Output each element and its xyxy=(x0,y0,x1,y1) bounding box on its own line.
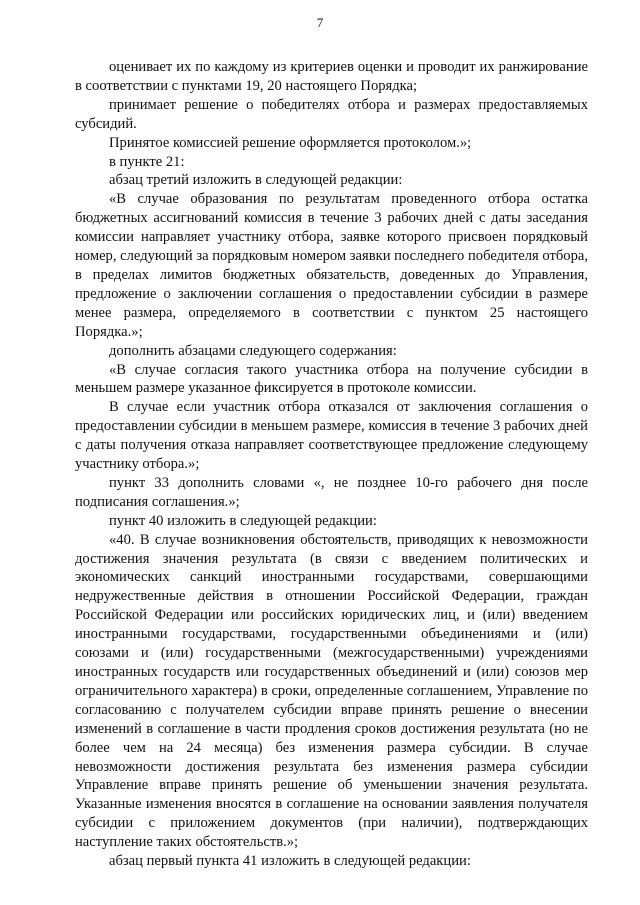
paragraph: абзац третий изложить в следующей редакции: xyxy=(109,172,403,189)
paragraph: в пункте 21: xyxy=(109,153,185,170)
page-number: 7 xyxy=(316,15,324,30)
document-body xyxy=(75,58,588,871)
paragraph: принимает решение о победителях отбора и размерах предоставляемых субсидий. xyxy=(75,96,588,132)
paragraph: «В случае образования по результатам проведенного отбора остатка бюджетных ассигнований комиссия в течение 3 рабочих дней с даты заседания комиссии направляет участнику отбора, заявке которого присвоен порядковый номер, следующий за порядковым номером заявки последнего победителя отбора, в пределах лимитов бюджетных обязательств, доведенных до Управления, предложение о заключении соглашения о предоставлении субсидии в размере менее размера, определяемого в соответствии с пунктом 25 настоящего Порядка.»; xyxy=(75,191,588,340)
paragraph: пункт 40 изложить в следующей редакции: xyxy=(109,512,377,529)
paragraph: «40. В случае возникновения обстоятельств, приводящих к невозможности достижения значения результата (в связи с введением политических и экономических санкций иностранными государствами, совершающими недружественные действия в отношении Российской Федерации, граждан Российской Федерации или российских юридических лиц, и (или) введением иностранными государствами, государственными объединениями и (или) союзами и (или) государственными (межгосударственными) учреждениями иностранных государств или государственных объединений и (или) союзов мер ограничительного характера) в сроки, определенные соглашением, Управление по согласованию с получателем субсидии вправе принять решение о внесении изменений в соглашение в части продления сроков достижения результата (но не более чем на 24 месяца) без изменения размера субсидии. В случае невозможности достижения результата без изменения размера субсидии Управление вправе принять решение об уменьшении значения результата. Указанные изменения вносятся в соглашение на основании заявления получателя субсидии с приложением документов (при наличии), подтверждающих наступление таких обстоятельств.»; xyxy=(75,531,588,851)
paragraph: оценивает их по каждому из критериев оценки и проводит их ранжирование в соответствии с пунктами 19, 20 настоящего Порядка; xyxy=(75,59,588,94)
paragraph: пункт 33 дополнить словами «, не позднее 10-го рабочего дня после подписания соглашения.»; xyxy=(75,474,588,510)
paragraph: «В случае согласия такого участника отбора на получение субсидии в меньшем размере указанное фиксируется в протоколе комиссии. xyxy=(75,361,588,397)
paragraph: абзац первый пункта 41 изложить в следующей редакции: xyxy=(109,853,471,870)
paragraph: В случае если участник отбора отказался от заключения соглашения о предоставлении субсидии в меньшем размере, комиссия в течение 3 рабочих дней с даты получения отказа направляет соответствующее предложение следующему участнику отбора.»; xyxy=(75,399,588,473)
paragraph: Принятое комиссией решение оформляется протоколом.»; xyxy=(109,134,472,151)
paragraph: дополнить абзацами следующего содержания: xyxy=(109,342,397,359)
